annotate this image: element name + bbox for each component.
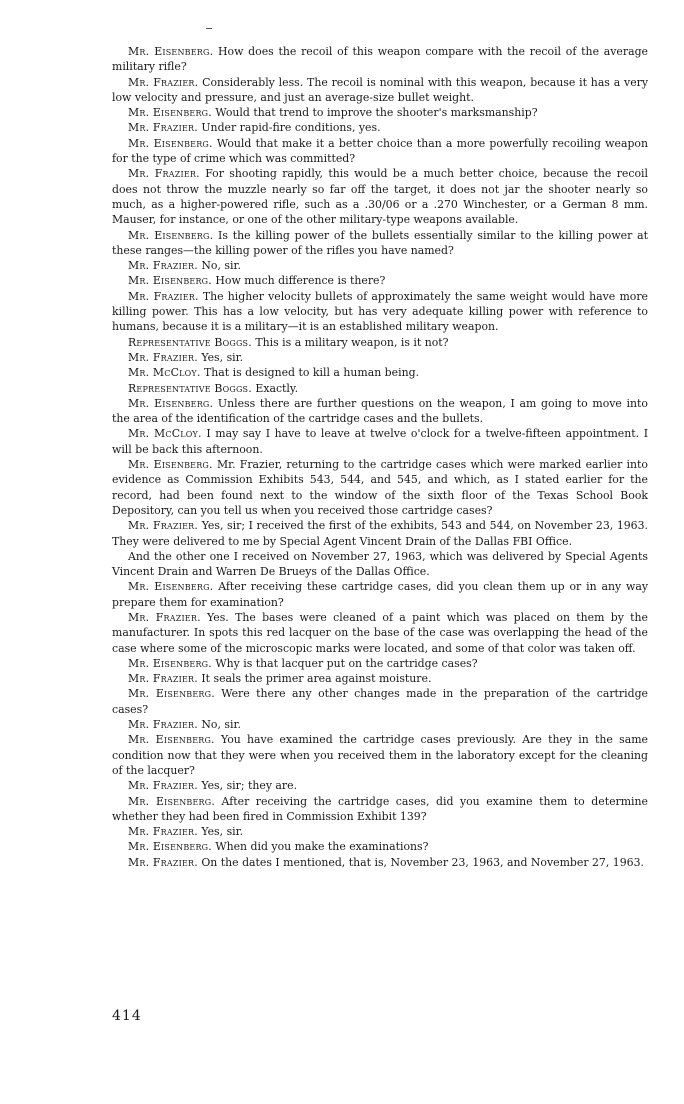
paragraph-25 <box>112 717 648 732</box>
speaker: Mr. Eisenberg. <box>128 656 212 670</box>
speaker: Mr. Eisenberg. <box>128 840 212 854</box>
paragraph-17 <box>112 457 648 518</box>
utterance: How much difference is there? <box>215 274 386 288</box>
paragraph-3 <box>112 105 648 120</box>
paragraph-31 <box>112 855 648 870</box>
paragraph-29 <box>112 824 648 839</box>
utterance: Yes, sir; I received the first of the exhibits, 543 and 544, on November 23, 1963. They were delivered to me by Special Agent Vincent Drain of the Dallas FBI Office. <box>112 519 648 548</box>
utterance: Considerably less. The recoil is nominal with this weapon, because it has a very low velocity and pressure, and just an average-size bullet weight. <box>112 75 649 104</box>
paragraph-23 <box>112 671 648 686</box>
utterance: Would that trend to improve the shooter's marksmanship? <box>215 106 538 120</box>
utterance: Under rapid-fire conditions, yes. <box>201 121 381 135</box>
utterance: Were there any other changes made in the preparation of the cartridge cases? <box>112 687 649 716</box>
utterance: No, sir. <box>201 259 241 273</box>
speaker: Mr. Frazier. <box>128 672 198 686</box>
utterance: After receiving the cartridge cases, did you examine them to determine whether they had been fired in Commission Exhibit 139? <box>112 794 648 823</box>
speaker: Mr. Eisenberg. <box>128 687 215 701</box>
paragraph-26 <box>112 732 648 778</box>
utterance: How does the recoil of this weapon compare with the recoil of the average military rifle? <box>112 45 648 74</box>
utterance: Yes. The bases were cleaned of a paint which was placed on them by the manufacturer. In spots this red lacquer on the base of the case was overlapping the head of the case where some of the microscopic marks were located, and some of that color was taken off. <box>112 610 648 655</box>
speaker: Mr. Frazier. <box>128 75 199 89</box>
speaker: Mr. Eisenberg. <box>128 274 212 288</box>
utterance: And the other one I received on November 27, 1963, which was delivered by Special Agents Vincent Drain and Warren De Brueys of the Dallas Office. <box>112 549 648 579</box>
paragraph-22 <box>112 656 648 671</box>
paragraph-1 <box>112 44 648 75</box>
speaker: Mr. Eisenberg. <box>128 106 212 120</box>
page-number: 414 <box>112 1008 142 1024</box>
speaker: Mr. Eisenberg. <box>128 458 213 472</box>
speaker: Mr. Eisenberg. <box>128 733 215 747</box>
paragraph-4 <box>112 120 648 135</box>
paragraph-2 <box>112 75 648 106</box>
speaker: Mr. McCloy. <box>128 427 202 441</box>
paragraph-18 <box>112 518 648 549</box>
speaker: Mr. Frazier. <box>128 519 199 533</box>
speaker: Mr. Frazier. <box>128 121 198 135</box>
utterance: It seals the primer area against moisture. <box>201 672 432 686</box>
paragraph-13 <box>112 365 648 380</box>
paragraph-30 <box>112 839 648 854</box>
speaker: Mr. Eisenberg. <box>128 45 214 58</box>
utterance: That is designed to kill a human being. <box>204 366 420 380</box>
utterance: Yes, sir; they are. <box>201 779 298 793</box>
speaker: Mr. Eisenberg. <box>128 396 214 410</box>
scan-mark <box>206 28 212 29</box>
speaker: Mr. Frazier. <box>128 289 199 303</box>
speaker: Mr. Frazier. <box>128 718 198 732</box>
paragraph-11 <box>112 335 648 350</box>
paragraph-21 <box>112 610 648 656</box>
paragraph-20 <box>112 579 648 610</box>
utterance: No, sir. <box>201 718 241 732</box>
utterance: On the dates I mentioned, that is, November 23, 1963, and November 27, 1963. <box>201 855 644 869</box>
paragraph-10 <box>112 289 648 335</box>
utterance: For shooting rapidly, this would be a much better choice, because the recoil does not throw the muzzle nearly so far off the target, it does not jar the shooter nearly so much, as a higher-powered rifle, such as a .30/06 or a .270 Winchester, or a German 8 mm. Mauser, for instance, or one of the other military-type weapons available. <box>112 167 648 227</box>
utterance: Yes, sir. <box>201 825 244 839</box>
utterance: Why is that lacquer put on the cartridge cases? <box>215 656 478 670</box>
speaker: Representative Boggs. <box>128 381 252 395</box>
speaker: Mr. Frazier. <box>128 855 198 869</box>
transcript-page <box>112 44 648 870</box>
speaker: Mr. Eisenberg. <box>128 136 213 150</box>
paragraph-28 <box>112 794 648 825</box>
utterance: Mr. Frazier, returning to the cartridge cases which were marked earlier into evidence as Commission Exhibits 543, 544, and 545, and which, as I stated earlier for the record, had been found next to the window of the sixth floor of the Texas School Book Depository, can you tell us when you received those cartridge cases? <box>112 458 648 517</box>
speaker: Mr. Frazier. <box>128 350 198 364</box>
utterance: Would that make it a better choice than a more powerfully recoiling weapon for the type of crime which was committed? <box>112 136 648 166</box>
speaker: Representative Boggs. <box>128 335 252 349</box>
paragraph-9 <box>112 273 648 288</box>
paragraph-12 <box>112 350 648 365</box>
speaker: Mr. Frazier. <box>128 825 198 839</box>
speaker: Mr. Eisenberg. <box>128 794 215 808</box>
speaker: Mr. Frazier. <box>128 259 198 273</box>
utterance: Unless there are further questions on the weapon, I am going to move into the area of the identification of the cartridge cases and the bullets. <box>112 396 648 426</box>
utterance: This is a military weapon, is it not? <box>255 335 449 349</box>
utterance: Exactly. <box>255 381 299 395</box>
paragraph-8 <box>112 258 648 273</box>
utterance: The higher velocity bullets of approximately the same weight would have more killing power. This has a low velocity, but has very adequate killing power with reference to humans, because it is a military—it is an established military weapon. <box>112 289 648 334</box>
utterance: After receiving these cartridge cases, did you clean them up or in any way prepare them for examination? <box>112 580 648 609</box>
utterance: Yes, sir. <box>201 350 244 364</box>
paragraph-24 <box>112 686 648 717</box>
paragraph-6 <box>112 166 648 227</box>
speaker: Mr. Eisenberg. <box>128 580 214 594</box>
speaker: Mr. Frazier. <box>128 779 198 793</box>
paragraph-15 <box>112 396 648 427</box>
utterance: When did you make the examinations? <box>215 840 429 854</box>
paragraph-19 <box>112 549 648 580</box>
paragraph-16 <box>112 426 648 457</box>
paragraph-5 <box>112 136 648 167</box>
speaker: Mr. Frazier. <box>128 610 201 624</box>
speaker: Mr. Frazier. <box>128 167 200 181</box>
paragraph-14 <box>112 381 648 396</box>
utterance: You have examined the cartridge cases previously. Are they in the same condition now that they were when you received them in the laboratory except for the cleaning of the lacquer? <box>112 733 648 777</box>
utterance: Is the killing power of the bullets essentially similar to the killing power at these ranges—the killing power of the rifles you have named? <box>112 228 648 257</box>
speaker: Mr. McCloy. <box>128 366 201 380</box>
paragraph-27 <box>112 778 648 793</box>
utterance: I may say I have to leave at twelve o'clock for a twelve-fifteen appointment. I will be back this afternoon. <box>112 427 648 456</box>
paragraph-7 <box>112 228 648 259</box>
speaker: Mr. Eisenberg. <box>128 228 214 242</box>
